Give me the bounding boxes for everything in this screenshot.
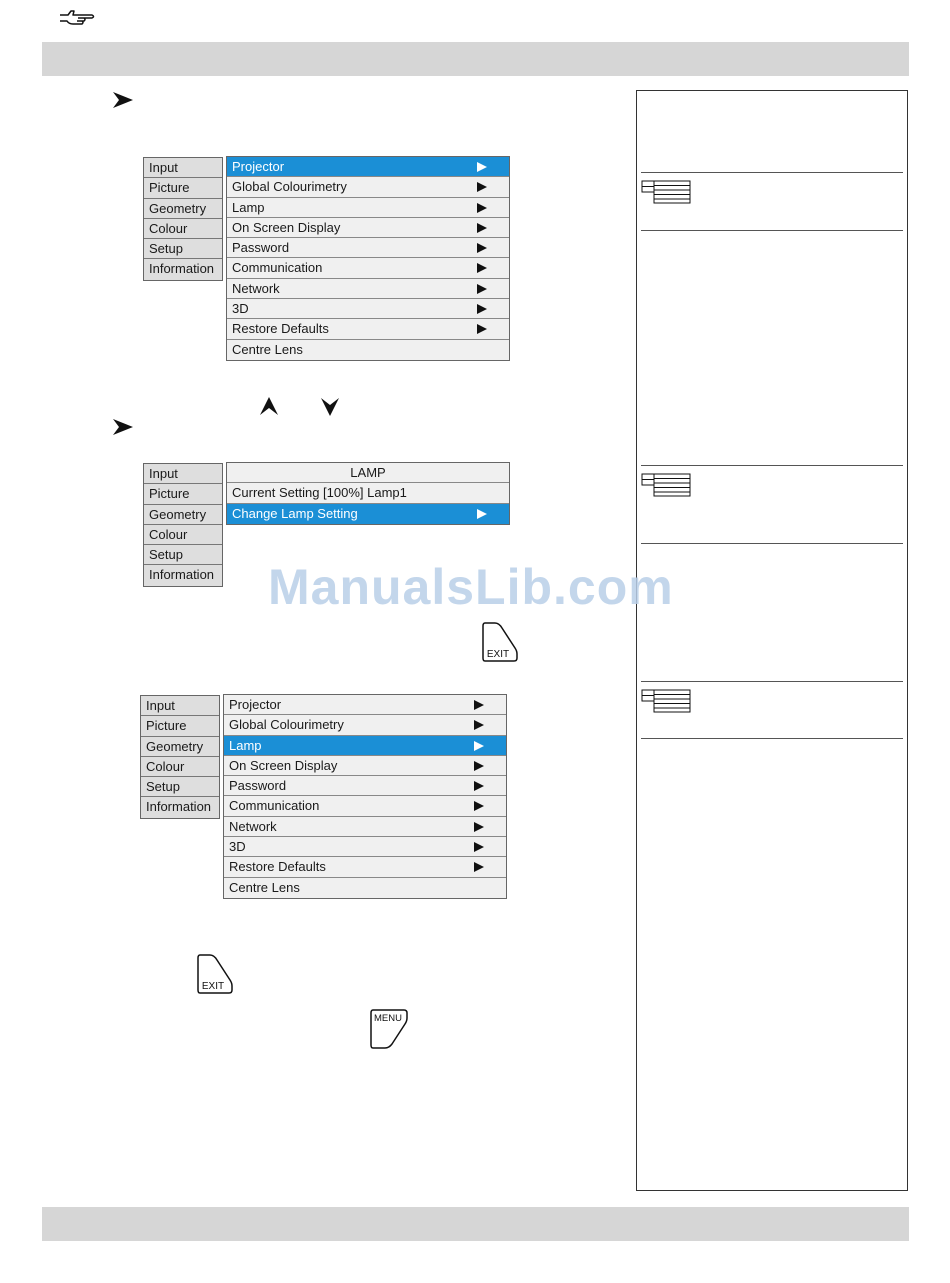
submenu-item-network[interactable]: [227, 279, 509, 299]
menu-category-geometry[interactable]: Geometry: [144, 505, 222, 525]
menu-category-setup[interactable]: Setup: [141, 777, 219, 797]
menu-category-input[interactable]: Input: [144, 464, 222, 484]
menu-category-colour[interactable]: Colour: [141, 757, 219, 777]
bullet-arrow-icon: [112, 418, 134, 436]
submenu-item-network[interactable]: [224, 817, 506, 837]
submenu-item-centre-lens[interactable]: [224, 878, 506, 898]
submenu-item-label: Lamp: [229, 737, 262, 753]
submenu-item-label: 3D: [229, 839, 246, 855]
menu-category-picture[interactable]: Picture: [144, 178, 222, 198]
submenu-arrow-icon: [477, 263, 487, 273]
submenu-arrow-icon: [477, 182, 487, 192]
panel-divider: [641, 230, 903, 231]
submenu-item-label: Projector: [232, 159, 285, 174]
footer-bar: [42, 1207, 909, 1241]
menu-category-colour[interactable]: Colour: [144, 219, 222, 239]
submenu-item-on-screen-display[interactable]: [227, 218, 509, 238]
submenu-item-on-screen-display[interactable]: [224, 756, 506, 776]
exit-key-icon: [481, 621, 519, 663]
submenu-item-label: Restore Defaults: [232, 321, 329, 337]
submenu-item-restore-defaults[interactable]: [227, 319, 509, 339]
panel-divider: [641, 681, 903, 682]
submenu-item-projector[interactable]: [224, 695, 506, 715]
submenu-arrow-icon: [477, 203, 487, 213]
submenu-item-label: 3D: [232, 301, 249, 317]
down-arrow-key-icon: [320, 397, 340, 417]
submenu-item-label: On Screen Display: [232, 219, 341, 235]
panel-divider: [641, 172, 903, 173]
menu-key-icon: [369, 1008, 409, 1050]
menu-category-setup[interactable]: Setup: [144, 545, 222, 565]
submenu-item-label: Global Colourimetry: [229, 717, 344, 733]
submenu-item-label: Restore Defaults: [229, 859, 326, 875]
exit-key-label: EXIT: [201, 981, 225, 992]
lamp-current-setting: [227, 483, 509, 503]
menu-category-input[interactable]: Input: [144, 158, 222, 178]
menu-category-picture[interactable]: Picture: [144, 484, 222, 504]
panel-divider: [641, 465, 903, 466]
submenu-item-label: Network: [232, 280, 280, 296]
submenu-item-lamp[interactable]: [224, 736, 506, 756]
submenu-item-communication[interactable]: [227, 258, 509, 278]
submenu-item-centre-lens[interactable]: [227, 340, 509, 360]
menu-key-label: MENU: [374, 1013, 402, 1024]
menu-category-setup[interactable]: Setup: [144, 239, 222, 259]
menu-category-information[interactable]: Information: [144, 259, 222, 279]
submenu-item-label: Centre Lens: [229, 879, 300, 895]
submenu-item-change-lamp-setting[interactable]: [227, 504, 509, 524]
menu-category-colour[interactable]: Colour: [144, 525, 222, 545]
submenu-item-global-colourimetry[interactable]: [224, 715, 506, 735]
side-note-panel: [636, 90, 908, 1191]
submenu-item-label: Password: [232, 240, 290, 256]
submenu-item-label: Communication: [229, 798, 320, 814]
watermark: ManualsLib.com: [268, 559, 674, 615]
panel-divider: [641, 738, 903, 739]
submenu-item-label: On Screen Display: [229, 757, 338, 773]
note-table-icon: [641, 180, 691, 204]
submenu-item-password[interactable]: [224, 776, 506, 796]
panel-divider: [641, 543, 903, 544]
submenu-item-label: Password: [229, 778, 287, 794]
submenu-item-label: Communication: [232, 260, 323, 276]
submenu-item-3d[interactable]: [227, 299, 509, 319]
submenu-item-password[interactable]: [227, 238, 509, 258]
header-bar: [42, 42, 909, 76]
submenu-arrow-icon: [474, 741, 484, 751]
submenu-item-projector[interactable]: [227, 157, 509, 177]
submenu-arrow-icon: [474, 720, 484, 730]
setup-submenu: [223, 694, 507, 899]
submenu-arrow-icon: [477, 304, 487, 314]
main-menu-categories: [143, 157, 223, 281]
menu-category-picture[interactable]: Picture: [141, 716, 219, 736]
exit-key-label: EXIT: [486, 649, 510, 660]
submenu-item-label: Change Lamp Setting: [232, 505, 358, 521]
submenu-arrow-icon: [477, 509, 487, 519]
exit-key-icon: [196, 953, 234, 995]
lamp-submenu: [226, 462, 510, 525]
submenu-arrow-icon: [474, 862, 484, 872]
submenu-item-3d[interactable]: [224, 837, 506, 857]
note-table-icon: [641, 473, 691, 497]
bullet-arrow-icon: [112, 91, 134, 109]
submenu-item-label: Lamp: [232, 199, 265, 215]
submenu-arrow-icon: [474, 801, 484, 811]
submenu-item-restore-defaults[interactable]: [224, 857, 506, 877]
lamp-submenu-title: LAMP: [227, 463, 509, 483]
submenu-arrow-icon: [477, 324, 487, 334]
up-arrow-key-icon: [259, 396, 279, 416]
submenu-item-label: Centre Lens: [232, 341, 303, 357]
note-table-icon: [641, 689, 691, 713]
menu-category-input[interactable]: Input: [141, 696, 219, 716]
submenu-item-label: Global Colourimetry: [232, 179, 347, 195]
submenu-item-communication[interactable]: [224, 796, 506, 816]
main-menu-categories: [143, 463, 223, 587]
submenu-arrow-icon: [477, 243, 487, 253]
submenu-arrow-icon: [474, 781, 484, 791]
submenu-arrow-icon: [474, 761, 484, 771]
submenu-arrow-icon: [474, 700, 484, 710]
setup-submenu: [226, 156, 510, 361]
submenu-arrow-icon: [477, 162, 487, 172]
submenu-item-global-colourimetry[interactable]: [227, 177, 509, 197]
menu-category-geometry[interactable]: Geometry: [144, 199, 222, 219]
submenu-arrow-icon: [474, 822, 484, 832]
submenu-arrow-icon: [474, 842, 484, 852]
lamp-current-setting-label: Current Setting [100%] Lamp1: [232, 485, 407, 501]
submenu-item-lamp[interactable]: [227, 198, 509, 218]
submenu-arrow-icon: [477, 284, 487, 294]
main-menu-categories: [140, 695, 220, 819]
menu-category-geometry[interactable]: Geometry: [141, 737, 219, 757]
submenu-arrow-icon: [477, 223, 487, 233]
menu-category-information[interactable]: Information: [144, 565, 222, 585]
pointing-hand-icon: [58, 6, 98, 26]
submenu-item-label: Projector: [229, 697, 282, 712]
submenu-item-label: Network: [229, 818, 277, 834]
menu-category-information[interactable]: Information: [141, 797, 219, 817]
